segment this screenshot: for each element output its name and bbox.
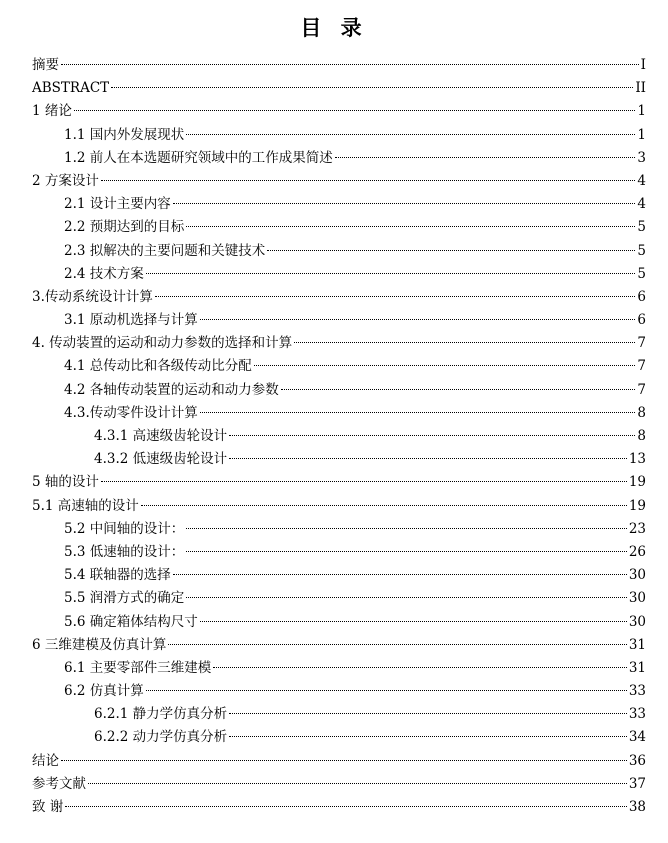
dot-leader	[267, 250, 635, 251]
toc-entry-page: 19	[628, 474, 646, 491]
toc-entry-label: 6.2 仿真计算	[64, 683, 144, 700]
toc-entry[interactable]	[32, 750, 646, 773]
toc-entry-page: 7	[637, 381, 646, 398]
toc-entry-label: 摘要	[32, 57, 59, 73]
toc-entry-page: 23	[628, 520, 646, 537]
toc-entry[interactable]	[32, 634, 646, 657]
toc-entry[interactable]	[32, 263, 646, 286]
toc-entry-page: 7	[637, 335, 646, 352]
dot-leader	[254, 365, 636, 366]
toc-entry-page: 5	[637, 242, 646, 259]
toc-entry[interactable]	[32, 726, 646, 749]
dot-leader	[281, 389, 636, 390]
toc-entry-label: 5.4 联轴器的选择	[64, 567, 171, 584]
toc-entry-label: 1.2 前人在本选题研究领域中的工作成果简述	[64, 149, 333, 166]
toc-entry[interactable]	[32, 518, 646, 541]
toc-entry[interactable]	[32, 773, 646, 796]
toc-entry-page: 33	[628, 706, 646, 723]
toc-entry[interactable]	[32, 309, 646, 332]
toc-entry-page: 4	[637, 196, 646, 213]
toc-entry-label: 结论	[32, 752, 59, 769]
toc-entry-label: 6.1 主要零部件三维建模	[64, 659, 212, 676]
toc-entry[interactable]	[32, 541, 646, 564]
toc-entry-label: 3.1 原动机选择与计算	[64, 312, 198, 329]
dot-leader	[213, 667, 627, 668]
toc-entry-label: 2 方案设计	[32, 172, 99, 189]
toc-entry-page: 26	[628, 543, 646, 560]
dot-leader	[294, 342, 635, 343]
toc-entry-label: 4.3.1 高速级齿轮设计	[94, 428, 228, 444]
toc-entry-page: 6	[637, 288, 646, 305]
toc-entry-label: 参考文献	[32, 775, 86, 792]
toc-entry[interactable]	[32, 564, 646, 587]
toc-entry[interactable]	[32, 124, 646, 147]
toc-entry-page: 37	[628, 775, 646, 792]
toc-entry-page: 5	[637, 265, 646, 282]
toc-entry[interactable]	[32, 355, 646, 378]
dot-leader	[61, 760, 627, 761]
toc-entry-page: 8	[637, 404, 646, 421]
toc-entry-label: 4. 传动装置的运动和动力参数的选择和计算	[32, 335, 293, 352]
toc-entry-page: 1	[637, 103, 646, 120]
toc-entry-label: 6 三维建模及仿真计算	[32, 636, 167, 653]
toc-entry-page: 33	[628, 683, 646, 700]
toc-entry-page: 8	[637, 428, 646, 444]
toc-entry[interactable]	[32, 54, 646, 77]
dot-leader	[101, 180, 636, 181]
toc-entry-page: 13	[628, 451, 646, 468]
toc-entry-page: 19	[628, 497, 646, 514]
toc-entry-page: 31	[628, 636, 646, 653]
dot-leader	[173, 203, 636, 204]
toc-entry[interactable]	[32, 796, 646, 819]
dot-leader	[229, 736, 627, 737]
toc-entry-label: 4.3.2 低速级齿轮设计	[94, 451, 228, 468]
toc-entry[interactable]	[32, 471, 646, 494]
dot-leader	[168, 644, 626, 645]
toc-entry-page: 31	[628, 659, 646, 676]
dot-leader	[173, 574, 627, 575]
dot-leader	[61, 64, 639, 65]
dot-leader	[229, 458, 627, 459]
toc-entry[interactable]	[32, 402, 646, 425]
toc-entry-label: 2.4 技术方案	[64, 265, 144, 282]
toc-entry-label: 5.1 高速轴的设计	[32, 497, 139, 514]
toc-entry[interactable]	[32, 448, 646, 471]
toc-entry-page: 5	[637, 219, 646, 236]
toc-entry-label: 4.2 各轴传动装置的运动和动力参数	[64, 381, 279, 398]
toc-entry[interactable]	[32, 657, 646, 680]
dot-leader	[146, 273, 636, 274]
toc-entry-label: 6.2.2 动力学仿真分析	[94, 729, 228, 746]
toc-entry[interactable]	[32, 147, 646, 170]
toc-entry-page: 36	[628, 752, 646, 769]
toc-entry[interactable]	[32, 332, 646, 355]
toc-entry-page: 6	[637, 312, 646, 329]
toc-entry-page: II	[635, 80, 646, 97]
toc-entry[interactable]	[32, 216, 646, 239]
dot-leader	[101, 481, 627, 482]
toc-entry[interactable]	[32, 425, 646, 448]
toc-entry-label: 5 轴的设计	[32, 474, 99, 491]
toc-entry[interactable]	[32, 240, 646, 263]
toc-entry-page: 34	[628, 729, 646, 746]
toc-entry-page: 30	[628, 613, 646, 630]
toc-entry-label: 5.3 低速轴的设计：	[64, 543, 185, 560]
dot-leader	[200, 319, 636, 320]
toc-entry[interactable]	[32, 193, 646, 216]
toc-entry-page: 4	[637, 172, 646, 189]
toc-entry-page: 38	[628, 799, 646, 815]
dot-leader	[229, 435, 635, 436]
toc-entry-label: 5.6 确定箱体结构尺寸	[64, 613, 198, 630]
toc-entry-label: 4.1 总传动比和各级传动比分配	[64, 358, 252, 375]
dot-leader	[186, 528, 627, 529]
toc-entry[interactable]	[32, 379, 646, 402]
dot-leader	[155, 296, 636, 297]
toc-entry-label: ABSTRACT	[32, 80, 110, 97]
toc-entry[interactable]	[32, 495, 646, 518]
dot-leader	[200, 412, 636, 413]
toc-entry[interactable]	[32, 100, 646, 123]
dot-leader	[200, 621, 627, 622]
toc-entry-label: 6.2.1 静力学仿真分析	[94, 706, 228, 723]
dot-leader	[146, 690, 627, 691]
toc-title: 目 录	[300, 15, 368, 40]
toc-entry[interactable]	[32, 170, 646, 193]
toc-entry[interactable]	[32, 680, 646, 703]
toc-entry-label: 5.5 润滑方式的确定	[64, 590, 185, 607]
dot-leader	[229, 713, 627, 714]
toc-entry-page: 30	[628, 590, 646, 607]
toc-entry-page: 7	[637, 358, 646, 375]
toc-entry-label: 4.3.传动零件设计计算	[64, 404, 198, 421]
toc-entry-page: 3	[637, 149, 646, 166]
toc-entry-label: 2.2 预期达到的目标	[64, 219, 185, 236]
toc-entry-label: 致 谢	[32, 799, 64, 815]
toc-list	[32, 54, 646, 819]
toc-entry-page: 1	[637, 126, 646, 143]
toc-entry-page: I	[640, 57, 646, 73]
toc-entry-label: 3.传动系统设计计算	[32, 288, 153, 305]
dot-leader	[186, 551, 627, 552]
toc-entry-label: 2.3 拟解决的主要问题和关键技术	[64, 242, 266, 259]
toc-entry[interactable]	[32, 703, 646, 726]
toc-entry[interactable]	[32, 77, 646, 100]
toc-entry-label: 5.2 中间轴的设计：	[64, 520, 185, 537]
dot-leader	[335, 157, 636, 158]
dot-leader	[186, 134, 635, 135]
dot-leader	[88, 783, 627, 784]
dot-leader	[186, 226, 635, 227]
dot-leader	[74, 110, 636, 111]
dot-leader	[186, 597, 627, 598]
toc-entry-label: 1 绪论	[32, 103, 72, 120]
toc-entry-page: 30	[628, 567, 646, 584]
dot-leader	[141, 505, 627, 506]
dot-leader	[65, 806, 627, 807]
dot-leader	[111, 87, 633, 88]
toc-entry-label: 2.1 设计主要内容	[64, 196, 171, 213]
toc-entry[interactable]	[32, 611, 646, 634]
toc-entry-label: 1.1 国内外发展现状	[64, 126, 185, 143]
toc-entry[interactable]	[32, 587, 646, 610]
toc-entry[interactable]	[32, 286, 646, 309]
